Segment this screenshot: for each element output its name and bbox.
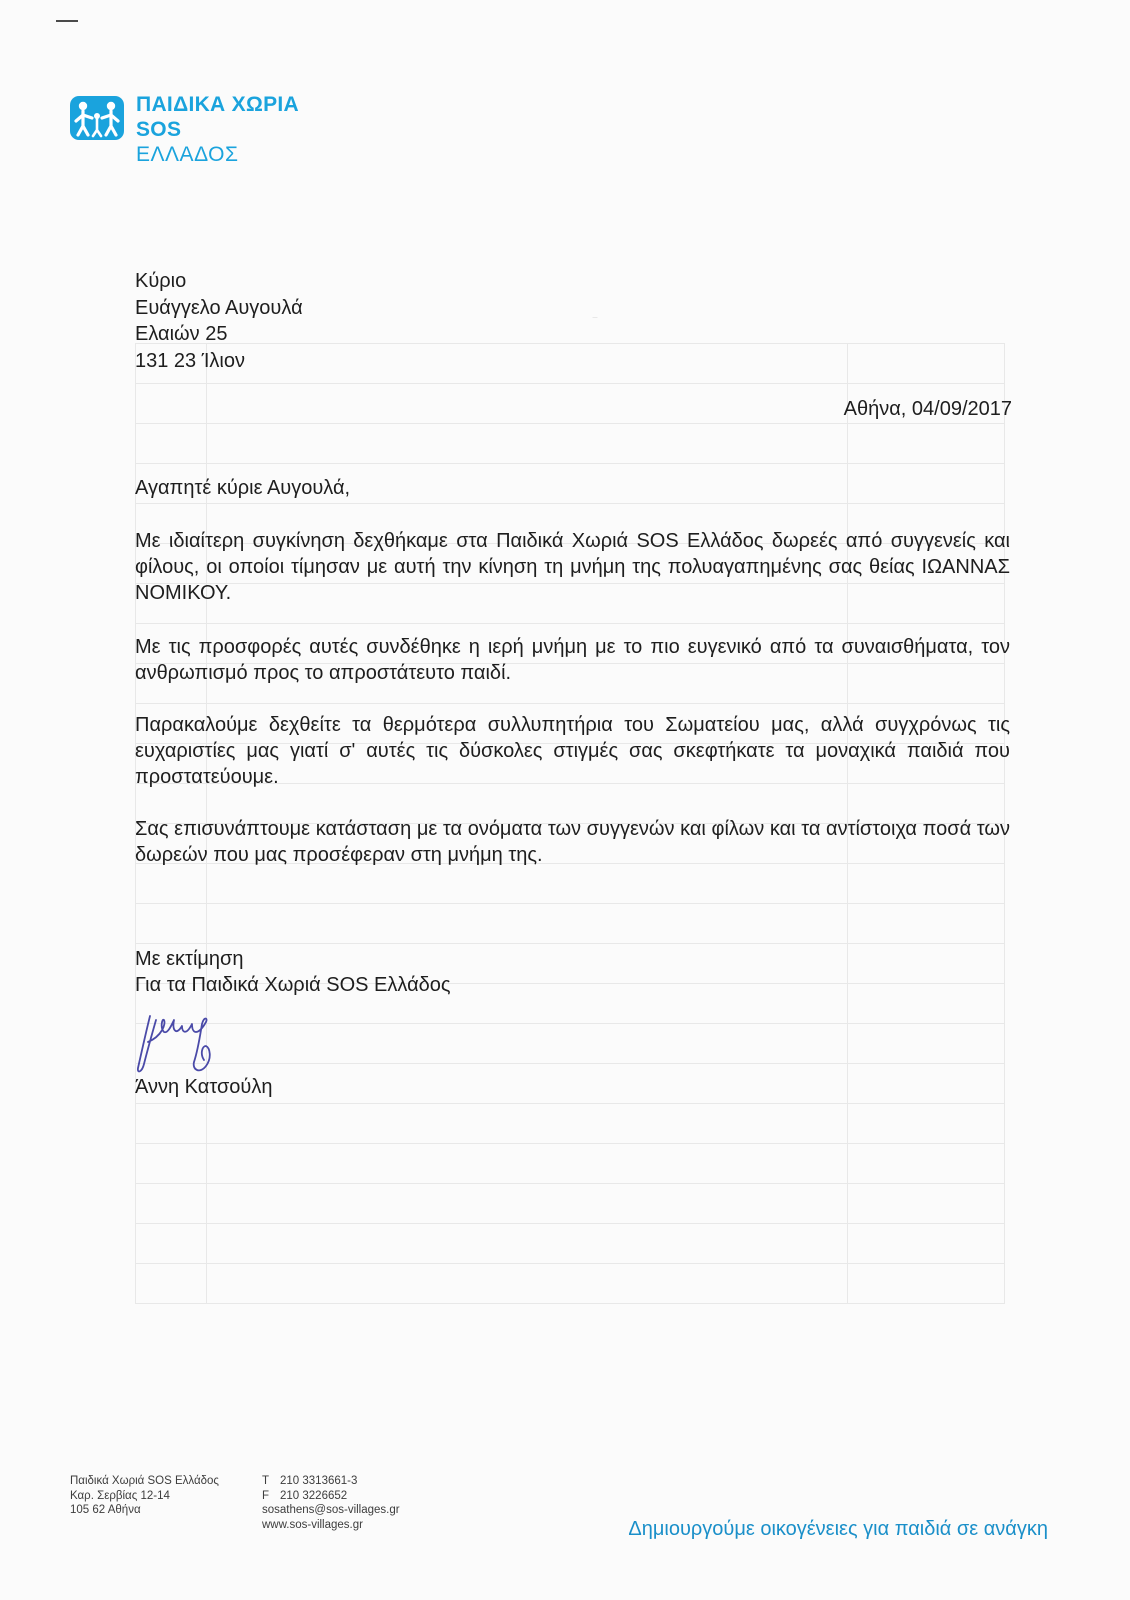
organization-logo-text <box>136 92 299 167</box>
logo-line-3: ΕΛΛΑΔΟΣ <box>136 143 239 166</box>
recipient-address <box>135 268 303 374</box>
footer-tagline: Δημιουργούμε οικογένειες για παιδιά σε ανάγκη <box>628 1518 1048 1540</box>
closing-block <box>135 946 451 998</box>
recipient-city: 131 23 Ίλιον <box>135 349 245 372</box>
closing-line-2: Για τα Παιδικά Χωριά SOS Ελλάδος <box>135 974 451 996</box>
handwritten-signature <box>128 1002 258 1082</box>
phone-key: T <box>262 1475 270 1487</box>
recipient-street: Ελαιών 25 <box>135 323 228 345</box>
paragraph-3: Παρακαλούμε δεχθείτε τα θερμότερα συλλυπητήρια του Σωματείου μας, αλλά συγχρόνως τις ευχαριστίες μας γιατί σ' αυτές τις δύσκολες στιγμές σας σκεφτήκατε τα μοναχικά παιδιά που προστατεύουμε. <box>135 714 1010 788</box>
logo-line-2: SOS <box>136 118 182 141</box>
paragraph-2: Με τις προσφορές αυτές συνδέθηκε η ιερή μνήμη με το πιο ευγενικό από τα συναισθήματα, τον ανθρωπισμό προς το απροστάτευτο παιδί. <box>135 636 1010 684</box>
footer-organization <box>70 1474 219 1518</box>
phone-number: 210 3313661-3 <box>280 1475 358 1487</box>
footer-org-name: Παιδικά Χωριά SOS Ελλάδος <box>70 1475 219 1487</box>
fax-number: 210 3226652 <box>280 1489 348 1502</box>
recipient-salutation: Κύριο <box>135 270 187 292</box>
logo-line-1: ΠΑΙΔΙΚΑ ΧΩΡΙΑ <box>136 93 300 116</box>
letter-date: Αθήνα, 04/09/2017 <box>843 398 1012 420</box>
footer-phone <box>262 1474 400 1489</box>
fax-key: F <box>262 1489 270 1502</box>
sos-children-icon <box>70 96 124 140</box>
paragraph-1: Με ιδιαίτερη συγκίνηση δεχθήκαμε στα Παιδικά Χωριά SOS Ελλάδος δωρεές από συγγενείς και φίλους, οι οποίοι τίμησαν με αυτή την κίνηση τη μνήμη της πολυαγαπημένης σας θείας ΙΩΑΝΝΑΣ ΝΟΜΙΚΟΥ. <box>135 530 1010 604</box>
greeting: Αγαπητέ κύριε Αυγουλά, <box>135 477 351 499</box>
footer-org-street: Καρ. Σερβίας 12-14 <box>70 1489 170 1502</box>
footer-website: www.sos-villages.gr <box>262 1518 363 1531</box>
scan-mark <box>56 20 78 22</box>
recipient-name: Ευάγγελο Αυγουλά <box>135 296 303 319</box>
footer-contact <box>262 1474 400 1532</box>
paragraph-4: Σας επισυνάπτουμε κατάσταση με τα ονόματα των συγγενών και φίλων και τα αντίστοιχα ποσά των δωρεών που μας προσέφεραν στη μνήμη της. <box>135 818 1010 866</box>
footer-email: sosathens@sos-villages.gr <box>262 1504 400 1516</box>
footer-fax <box>262 1489 400 1504</box>
reverse-side-bleed-through <box>135 300 1005 1304</box>
closing-line-1: Με εκτίμηση <box>135 948 244 970</box>
signer-name: Άννη Κατσούλη <box>135 1076 273 1098</box>
footer-org-city: 105 62 Αθήνα <box>70 1504 141 1516</box>
